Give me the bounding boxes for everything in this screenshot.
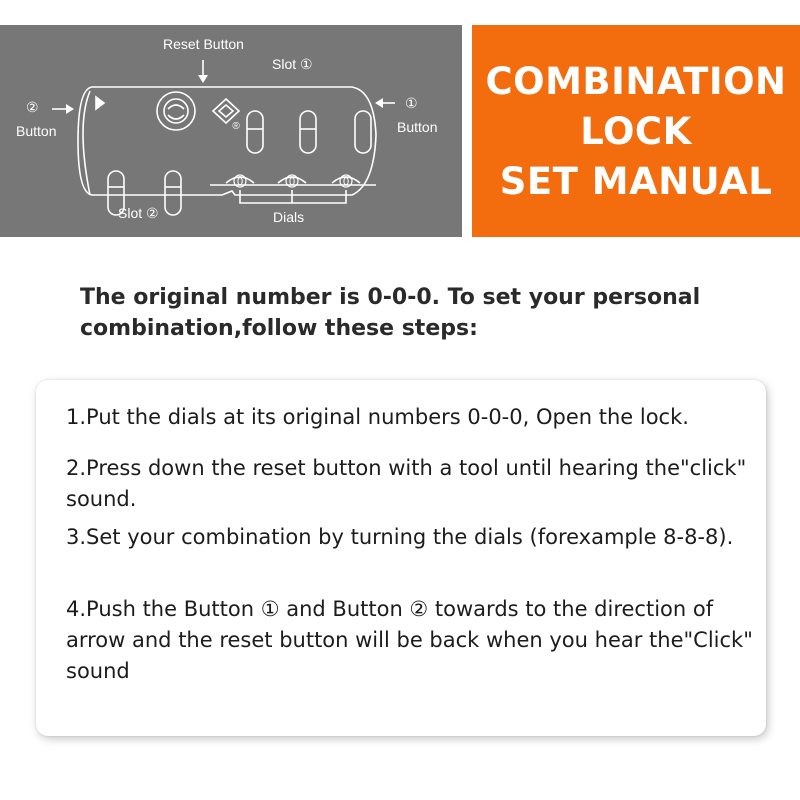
- slot2-right: [165, 171, 181, 215]
- slot1-left: [247, 111, 263, 153]
- reset-button-label: Reset Button: [163, 36, 244, 52]
- title-panel: [472, 25, 800, 237]
- manual-title: [485, 57, 786, 207]
- button1-label: Button: [397, 119, 438, 135]
- button1-number: ①: [405, 95, 418, 111]
- title-line-3: SET MANUAL: [499, 160, 773, 203]
- lock-body-outline: [78, 87, 376, 195]
- dial-3-value: 0: [342, 176, 350, 188]
- step-4: 4.Push the Button ① and Button ② towards to the direction of arrow and the reset button will be back when you hear the"Click" sound: [66, 597, 753, 683]
- dial-2-value: 0: [288, 176, 296, 188]
- step-1: 1.Put the dials at its original numbers 0-0-0, Open the lock.: [66, 405, 689, 429]
- dials-bracket: [240, 190, 346, 203]
- slot1-right: [355, 111, 371, 153]
- button2-number: ②: [26, 99, 39, 115]
- lock-left-end: [83, 91, 90, 195]
- intro-text: The original number is 0-0-0. To set your personal combination,follow these steps:: [80, 285, 701, 341]
- button2-arrow-tip: [96, 97, 104, 109]
- step-3: 3.Set your combination by turning the dials (forexample 8-8-8).: [66, 525, 734, 549]
- title-line-2: LOCK: [580, 110, 692, 153]
- tsa-emblem-icon: [157, 92, 195, 130]
- lock-diagram: [0, 25, 462, 237]
- button2-label: Button: [16, 123, 57, 139]
- registered-mark: ®: [232, 121, 240, 132]
- steps-card: [36, 380, 766, 736]
- dials-label: Dials: [273, 209, 305, 225]
- title-line-1: COMBINATION: [485, 60, 787, 103]
- dial-1-value: 0: [236, 176, 244, 188]
- slot1-label: Slot ①: [272, 56, 313, 72]
- diamond-logo-icon: [213, 99, 239, 123]
- step-2: 2.Press down the reset button with a tool until hearing the"click" sound.: [66, 456, 747, 511]
- slot1-middle: [300, 111, 316, 153]
- lock-diagram-panel: [0, 25, 462, 237]
- slot2-label: Slot ②: [118, 205, 159, 221]
